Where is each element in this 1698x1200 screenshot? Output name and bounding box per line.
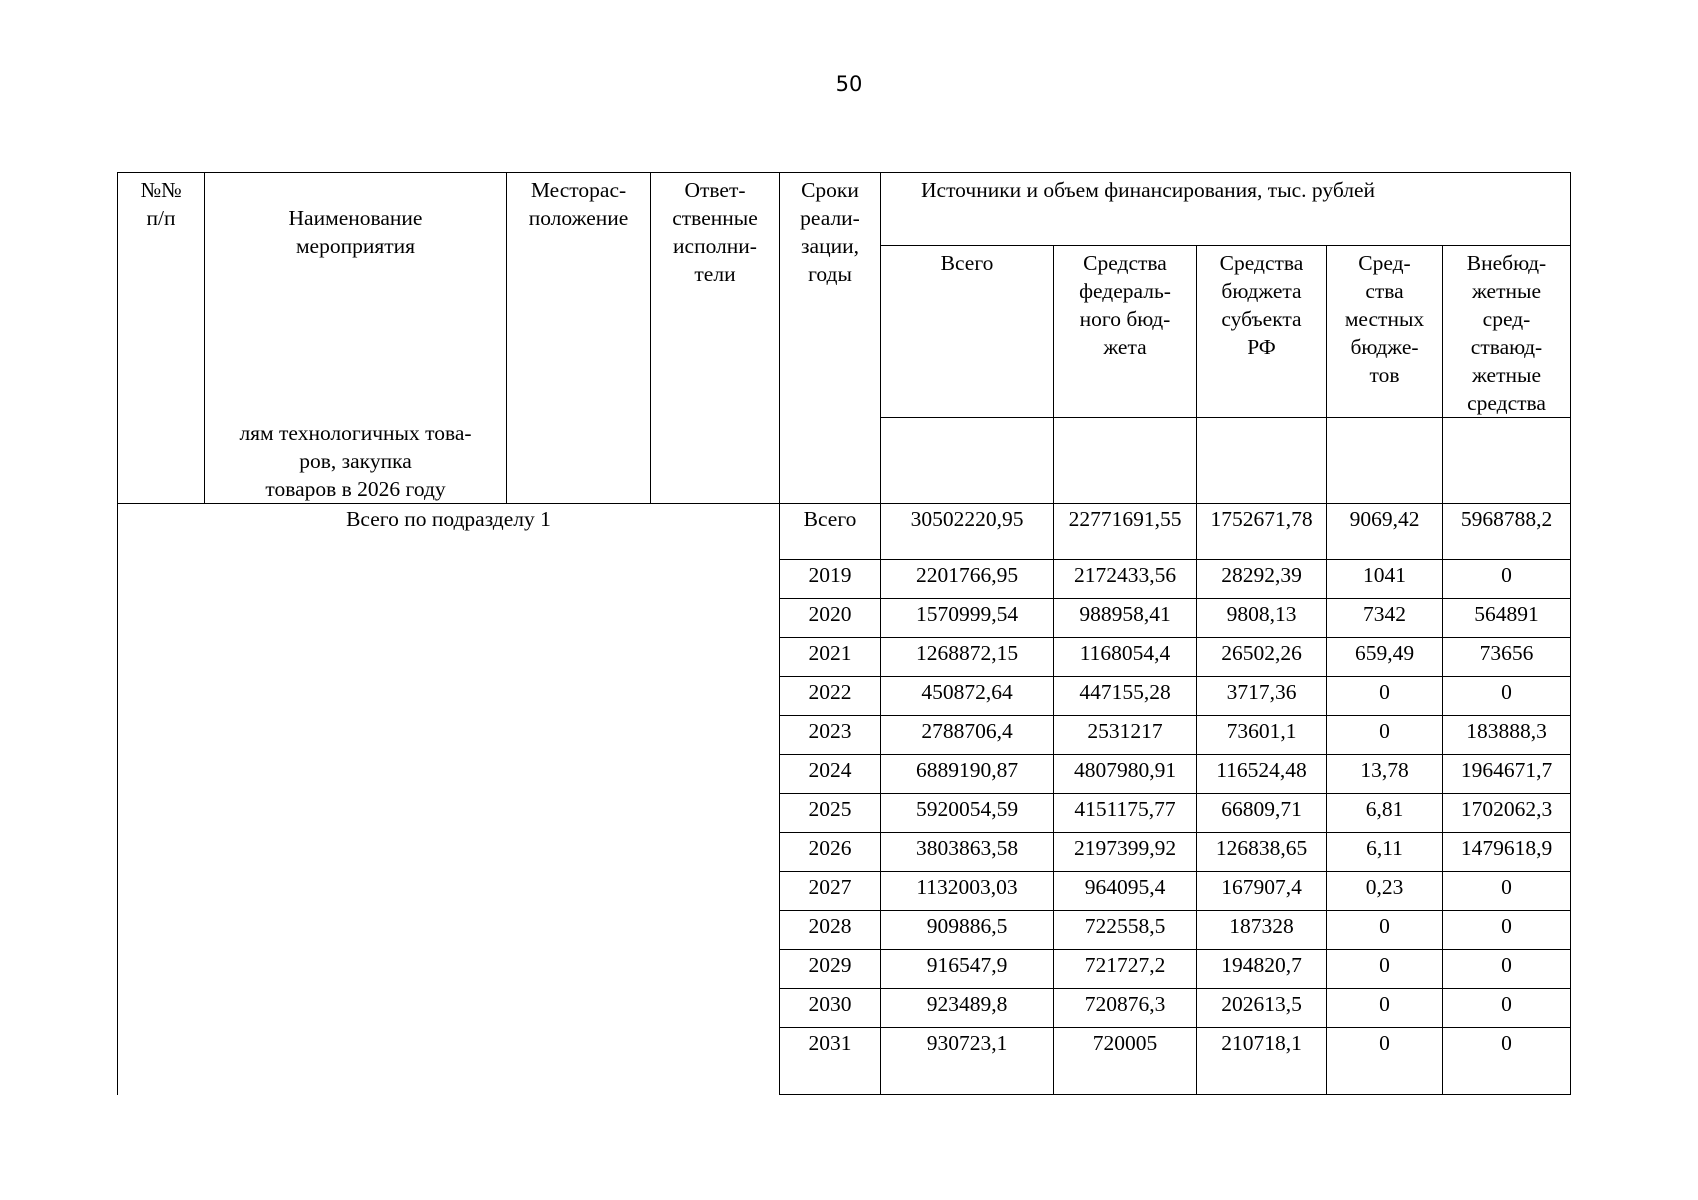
header-name-label: Наименование мероприятия — [288, 206, 423, 258]
total-cell: 450872,64 — [881, 677, 1054, 716]
extra-cell: 1702062,3 — [1443, 794, 1571, 833]
regional-cell: 187328 — [1197, 911, 1327, 950]
name-continuation: лям технологичных това- ров, закупка товаров в 2026 году — [239, 421, 472, 501]
period-cell: 2022 — [780, 677, 881, 716]
period-cell: Всего — [780, 504, 881, 560]
summary-label: Всего по подразделу 1 — [118, 504, 780, 1095]
regional-cell: 1752671,78 — [1197, 504, 1327, 560]
federal-cell: 2197399,92 — [1054, 833, 1197, 872]
period-cell: 2027 — [780, 872, 881, 911]
total-cell: 1268872,15 — [881, 638, 1054, 677]
federal-cell: 964095,4 — [1054, 872, 1197, 911]
federal-cell: 722558,5 — [1054, 911, 1197, 950]
header-location: Месторас- положение — [507, 173, 651, 504]
header-name — [205, 173, 507, 504]
federal-cell: 2531217 — [1054, 716, 1197, 755]
period-cell: 2020 — [780, 599, 881, 638]
regional-cell: 116524,48 — [1197, 755, 1327, 794]
header-sources-title: Источники и объем финансирования, тыс. рублей — [881, 173, 1571, 246]
empty-cell — [1054, 418, 1197, 504]
total-cell: 930723,1 — [881, 1028, 1054, 1095]
empty-cell — [1197, 418, 1327, 504]
table-row — [118, 504, 1571, 560]
extra-cell: 0 — [1443, 950, 1571, 989]
local-cell: 0 — [1327, 950, 1443, 989]
local-cell: 13,78 — [1327, 755, 1443, 794]
regional-cell: 202613,5 — [1197, 989, 1327, 1028]
header-responsible: Ответ- ственные исполни- тели — [651, 173, 780, 504]
header-num: №№ п/п — [118, 173, 205, 504]
local-cell: 0,23 — [1327, 872, 1443, 911]
local-cell: 6,11 — [1327, 833, 1443, 872]
regional-cell: 28292,39 — [1197, 560, 1327, 599]
total-cell: 2788706,4 — [881, 716, 1054, 755]
period-cell: 2026 — [780, 833, 881, 872]
local-cell: 0 — [1327, 1028, 1443, 1095]
extra-cell: 0 — [1443, 560, 1571, 599]
total-cell: 1570999,54 — [881, 599, 1054, 638]
regional-cell: 66809,71 — [1197, 794, 1327, 833]
total-cell: 923489,8 — [881, 989, 1054, 1028]
period-cell: 2025 — [780, 794, 881, 833]
empty-cell — [881, 418, 1054, 504]
extra-cell: 0 — [1443, 872, 1571, 911]
federal-cell: 22771691,55 — [1054, 504, 1197, 560]
federal-cell: 721727,2 — [1054, 950, 1197, 989]
period-cell: 2023 — [780, 716, 881, 755]
total-cell: 30502220,95 — [881, 504, 1054, 560]
federal-cell: 720005 — [1054, 1028, 1197, 1095]
extra-cell: 5968788,2 — [1443, 504, 1571, 560]
extra-cell: 1964671,7 — [1443, 755, 1571, 794]
header-sub-local: Сред- ства местных бюдже- тов — [1327, 246, 1443, 418]
regional-cell: 194820,7 — [1197, 950, 1327, 989]
extra-cell: 0 — [1443, 677, 1571, 716]
header-sub-extra: Внебюд- жетные сред- стваюд- жетные средства — [1443, 246, 1571, 418]
regional-cell: 9808,13 — [1197, 599, 1327, 638]
total-cell: 916547,9 — [881, 950, 1054, 989]
total-cell: 1132003,03 — [881, 872, 1054, 911]
regional-cell: 73601,1 — [1197, 716, 1327, 755]
extra-cell: 183888,3 — [1443, 716, 1571, 755]
extra-cell: 0 — [1443, 911, 1571, 950]
federal-cell: 4151175,77 — [1054, 794, 1197, 833]
federal-cell: 4807980,91 — [1054, 755, 1197, 794]
total-cell: 6889190,87 — [881, 755, 1054, 794]
period-cell: 2024 — [780, 755, 881, 794]
federal-cell: 2172433,56 — [1054, 560, 1197, 599]
local-cell: 0 — [1327, 716, 1443, 755]
regional-cell: 26502,26 — [1197, 638, 1327, 677]
regional-cell: 3717,36 — [1197, 677, 1327, 716]
period-cell: 2029 — [780, 950, 881, 989]
page-number: 50 — [835, 72, 863, 96]
federal-cell: 988958,41 — [1054, 599, 1197, 638]
federal-cell: 1168054,4 — [1054, 638, 1197, 677]
period-cell: 2028 — [780, 911, 881, 950]
local-cell: 9069,42 — [1327, 504, 1443, 560]
local-cell: 0 — [1327, 911, 1443, 950]
local-cell: 6,81 — [1327, 794, 1443, 833]
local-cell: 7342 — [1327, 599, 1443, 638]
federal-cell: 720876,3 — [1054, 989, 1197, 1028]
empty-cell — [1327, 418, 1443, 504]
total-cell: 909886,5 — [881, 911, 1054, 950]
period-cell: 2030 — [780, 989, 881, 1028]
empty-cell — [1443, 418, 1571, 504]
local-cell: 1041 — [1327, 560, 1443, 599]
header-period: Сроки реали- зации, годы — [780, 173, 881, 504]
extra-cell: 0 — [1443, 1028, 1571, 1095]
extra-cell: 0 — [1443, 989, 1571, 1028]
total-cell: 5920054,59 — [881, 794, 1054, 833]
regional-cell: 167907,4 — [1197, 872, 1327, 911]
regional-cell: 126838,65 — [1197, 833, 1327, 872]
extra-cell: 73656 — [1443, 638, 1571, 677]
header-sub-regional: Средства бюджета субъекта РФ — [1197, 246, 1327, 418]
local-cell: 0 — [1327, 989, 1443, 1028]
local-cell: 659,49 — [1327, 638, 1443, 677]
header-sub-total: Всего — [881, 246, 1054, 418]
regional-cell: 210718,1 — [1197, 1028, 1327, 1095]
period-cell: 2019 — [780, 560, 881, 599]
extra-cell: 564891 — [1443, 599, 1571, 638]
federal-cell: 447155,28 — [1054, 677, 1197, 716]
period-cell: 2031 — [780, 1028, 881, 1095]
local-cell: 0 — [1327, 677, 1443, 716]
extra-cell: 1479618,9 — [1443, 833, 1571, 872]
total-cell: 2201766,95 — [881, 560, 1054, 599]
total-cell: 3803863,58 — [881, 833, 1054, 872]
period-cell: 2021 — [780, 638, 881, 677]
financing-table — [117, 172, 1571, 1095]
header-row-1 — [118, 173, 1571, 246]
header-sub-federal: Средства федераль- ного бюд- жета — [1054, 246, 1197, 418]
